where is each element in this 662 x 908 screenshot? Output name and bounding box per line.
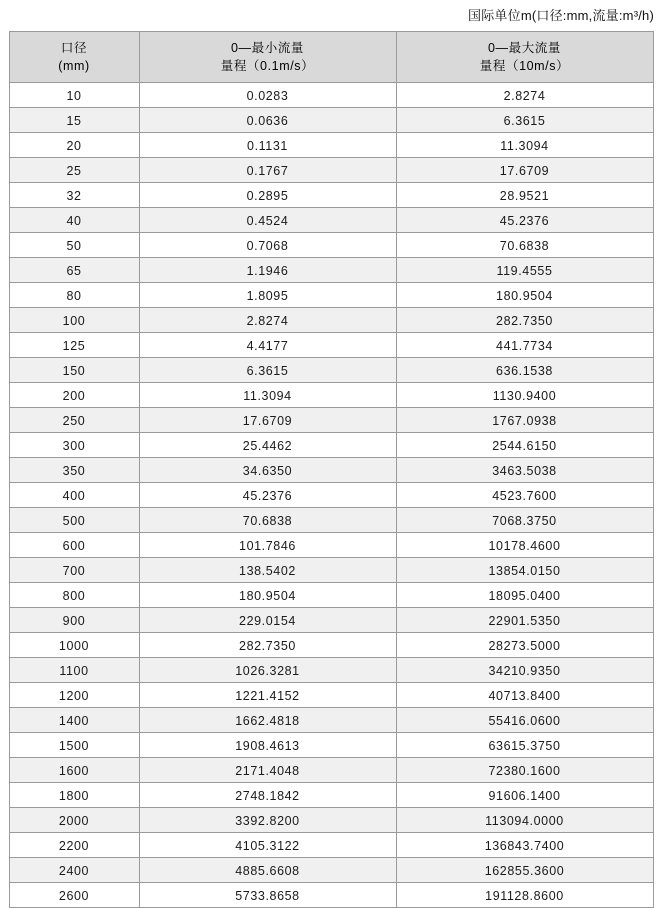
cell-min-flow: 45.2376 (139, 483, 396, 508)
cell-diameter: 1100 (9, 658, 139, 683)
cell-min-flow: 282.7350 (139, 633, 396, 658)
cell-min-flow: 1221.4152 (139, 683, 396, 708)
table-row (9, 758, 653, 783)
cell-max-flow: 34210.9350 (396, 658, 653, 683)
cell-min-flow: 3392.8200 (139, 808, 396, 833)
table-row (9, 508, 653, 533)
cell-max-flow: 70.6838 (396, 233, 653, 258)
table-row (9, 658, 653, 683)
cell-max-flow: 18095.0400 (396, 583, 653, 608)
cell-diameter: 400 (9, 483, 139, 508)
cell-min-flow: 0.4524 (139, 208, 396, 233)
cell-min-flow: 229.0154 (139, 608, 396, 633)
cell-max-flow: 40713.8400 (396, 683, 653, 708)
cell-max-flow: 63615.3750 (396, 733, 653, 758)
cell-max-flow: 11.3094 (396, 133, 653, 158)
table-row (9, 133, 653, 158)
cell-max-flow: 72380.1600 (396, 758, 653, 783)
cell-diameter: 2600 (9, 883, 139, 908)
column-header-min-flow-line2: 量程（0.1m/s） (220, 59, 315, 74)
cell-diameter: 80 (9, 283, 139, 308)
cell-max-flow: 10178.4600 (396, 533, 653, 558)
table-body (9, 83, 653, 908)
cell-max-flow: 636.1538 (396, 358, 653, 383)
cell-diameter: 20 (9, 133, 139, 158)
table-row (9, 858, 653, 883)
cell-diameter: 2200 (9, 833, 139, 858)
cell-min-flow: 0.1767 (139, 158, 396, 183)
cell-min-flow: 2171.4048 (139, 758, 396, 783)
table-row (9, 358, 653, 383)
cell-max-flow: 4523.7600 (396, 483, 653, 508)
cell-max-flow: 3463.5038 (396, 458, 653, 483)
cell-diameter: 350 (9, 458, 139, 483)
column-header-min-flow (139, 31, 396, 82)
cell-diameter: 15 (9, 108, 139, 133)
cell-min-flow: 11.3094 (139, 383, 396, 408)
column-header-min-flow-line1: 0—最小流量 (230, 40, 305, 55)
cell-diameter: 125 (9, 333, 139, 358)
table-row (9, 883, 653, 908)
cell-diameter: 300 (9, 433, 139, 458)
table-row (9, 158, 653, 183)
cell-max-flow: 55416.0600 (396, 708, 653, 733)
cell-max-flow: 2.8274 (396, 83, 653, 108)
cell-min-flow: 25.4462 (139, 433, 396, 458)
cell-max-flow: 28.9521 (396, 183, 653, 208)
cell-min-flow: 0.2895 (139, 183, 396, 208)
cell-diameter: 50 (9, 233, 139, 258)
cell-diameter: 25 (9, 158, 139, 183)
cell-max-flow: 45.2376 (396, 208, 653, 233)
cell-min-flow: 34.6350 (139, 458, 396, 483)
cell-diameter: 1500 (9, 733, 139, 758)
cell-diameter: 1400 (9, 708, 139, 733)
table-row (9, 283, 653, 308)
table-row (9, 608, 653, 633)
cell-min-flow: 1.8095 (139, 283, 396, 308)
cell-diameter: 800 (9, 583, 139, 608)
cell-max-flow: 91606.1400 (396, 783, 653, 808)
cell-max-flow: 119.4555 (396, 258, 653, 283)
cell-max-flow: 113094.0000 (396, 808, 653, 833)
cell-max-flow: 180.9504 (396, 283, 653, 308)
cell-min-flow: 180.9504 (139, 583, 396, 608)
cell-max-flow: 13854.0150 (396, 558, 653, 583)
cell-min-flow: 2748.1842 (139, 783, 396, 808)
cell-max-flow: 7068.3750 (396, 508, 653, 533)
cell-diameter: 500 (9, 508, 139, 533)
cell-max-flow: 1767.0938 (396, 408, 653, 433)
table-row (9, 583, 653, 608)
cell-diameter: 32 (9, 183, 139, 208)
table-row (9, 83, 653, 108)
cell-min-flow: 6.3615 (139, 358, 396, 383)
column-header-max-flow-line2: 量程（10m/s） (479, 59, 570, 74)
cell-diameter: 65 (9, 258, 139, 283)
table-row (9, 258, 653, 283)
table-row (9, 208, 653, 233)
column-header-max-flow (396, 31, 653, 82)
cell-min-flow: 4.4177 (139, 333, 396, 358)
cell-max-flow: 136843.7400 (396, 833, 653, 858)
cell-max-flow: 28273.5000 (396, 633, 653, 658)
table-row (9, 833, 653, 858)
cell-min-flow: 101.7846 (139, 533, 396, 558)
table-row (9, 458, 653, 483)
flow-range-table (9, 31, 654, 908)
table-row (9, 733, 653, 758)
cell-diameter: 2000 (9, 808, 139, 833)
table-header (9, 31, 653, 82)
cell-diameter: 250 (9, 408, 139, 433)
cell-diameter: 200 (9, 383, 139, 408)
cell-min-flow: 1908.4613 (139, 733, 396, 758)
table-row (9, 558, 653, 583)
cell-min-flow: 4885.6608 (139, 858, 396, 883)
column-header-diameter-line2: (mm) (58, 59, 90, 74)
cell-min-flow: 70.6838 (139, 508, 396, 533)
cell-max-flow: 6.3615 (396, 108, 653, 133)
cell-max-flow: 17.6709 (396, 158, 653, 183)
table-row (9, 683, 653, 708)
cell-max-flow: 22901.5350 (396, 608, 653, 633)
table-row (9, 383, 653, 408)
cell-min-flow: 1026.3281 (139, 658, 396, 683)
cell-diameter: 100 (9, 308, 139, 333)
cell-min-flow: 4105.3122 (139, 833, 396, 858)
cell-max-flow: 162855.3600 (396, 858, 653, 883)
cell-min-flow: 1662.4818 (139, 708, 396, 733)
cell-diameter: 900 (9, 608, 139, 633)
cell-diameter: 700 (9, 558, 139, 583)
table-row (9, 433, 653, 458)
cell-max-flow: 191128.8600 (396, 883, 653, 908)
cell-diameter: 40 (9, 208, 139, 233)
cell-diameter: 1600 (9, 758, 139, 783)
cell-diameter: 1800 (9, 783, 139, 808)
table-row (9, 633, 653, 658)
cell-max-flow: 2544.6150 (396, 433, 653, 458)
table-caption: 国际单位m(口径:mm,流量:m³/h) (468, 8, 654, 23)
table-row (9, 808, 653, 833)
cell-min-flow: 17.6709 (139, 408, 396, 433)
cell-diameter: 1000 (9, 633, 139, 658)
cell-min-flow: 2.8274 (139, 308, 396, 333)
column-header-diameter-line1: 口径 (60, 40, 88, 55)
table-row (9, 483, 653, 508)
table-row (9, 308, 653, 333)
table-row (9, 333, 653, 358)
table-row (9, 533, 653, 558)
table-row (9, 408, 653, 433)
cell-min-flow: 5733.8658 (139, 883, 396, 908)
cell-max-flow: 441.7734 (396, 333, 653, 358)
cell-max-flow: 282.7350 (396, 308, 653, 333)
cell-diameter: 2400 (9, 858, 139, 883)
cell-diameter: 150 (9, 358, 139, 383)
cell-min-flow: 1.1946 (139, 258, 396, 283)
table-row (9, 233, 653, 258)
cell-min-flow: 0.7068 (139, 233, 396, 258)
cell-min-flow: 0.1131 (139, 133, 396, 158)
cell-min-flow: 138.5402 (139, 558, 396, 583)
cell-min-flow: 0.0283 (139, 83, 396, 108)
column-header-diameter (9, 31, 139, 82)
cell-diameter: 600 (9, 533, 139, 558)
cell-diameter: 1200 (9, 683, 139, 708)
table-row (9, 708, 653, 733)
column-header-max-flow-line1: 0—最大流量 (487, 40, 562, 55)
cell-diameter: 10 (9, 83, 139, 108)
cell-max-flow: 1130.9400 (396, 383, 653, 408)
table-row (9, 183, 653, 208)
table-row (9, 108, 653, 133)
header-row (9, 31, 653, 82)
cell-min-flow: 0.0636 (139, 108, 396, 133)
table-row (9, 783, 653, 808)
